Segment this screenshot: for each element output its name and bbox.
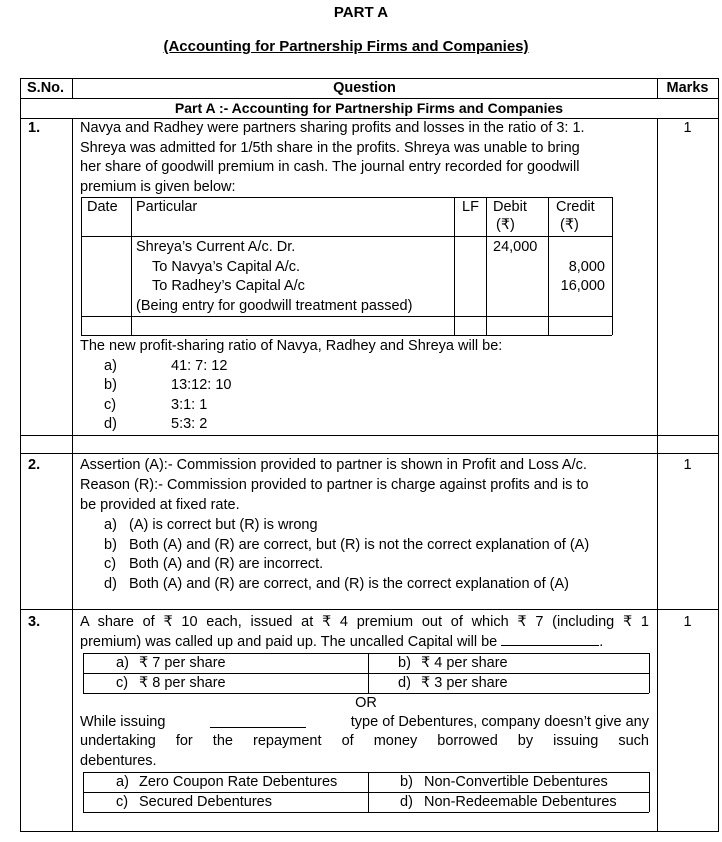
q3-option-text: ₹ 3 per share bbox=[421, 674, 508, 691]
q3-alt-line1 bbox=[80, 713, 649, 733]
q2-line: Reason (R):- Commission provided to partner is charge against profits and is to bbox=[80, 477, 589, 493]
q2-line: be provided at fixed rate. bbox=[80, 497, 240, 513]
q3-line-wrap bbox=[80, 633, 603, 653]
journal-header-particular: Particular bbox=[136, 199, 198, 215]
q2-option-text: Both (A) and (R) are correct, and (R) is the correct explanation of (A) bbox=[129, 575, 570, 592]
q2-option-label: b) bbox=[104, 536, 117, 553]
header-sno: S.No. bbox=[27, 80, 65, 96]
journal-credit-value: 16,000 bbox=[560, 278, 605, 294]
q1-line: Shreya was admitted for 1/5th share in the profits. Shreya was unable to bring bbox=[80, 139, 580, 156]
q1-line: Navya and Radhey were partners sharing profits and losses in the ratio of 3: 1. bbox=[80, 120, 585, 136]
section-title: Part A :- Accounting for Partnership Firms and Companies bbox=[174, 100, 564, 116]
q2-option-label: d) bbox=[104, 575, 117, 592]
journal-entry: (Being entry for goodwill treatment passed) bbox=[136, 297, 413, 314]
q2-option-label: c) bbox=[104, 556, 117, 572]
journal-entry: Shreya’s Current A/c. Dr. bbox=[136, 239, 296, 255]
q3-line2: premium) was called up and paid up. The uncalled Capital will be bbox=[80, 633, 498, 650]
q3-alt-option-label: a) bbox=[116, 773, 129, 790]
journal-header-credit-unit: (₹) bbox=[560, 217, 579, 233]
q1-option-text: 41: 7: 12 bbox=[171, 357, 228, 374]
q3-option-text: ₹ 4 per share bbox=[421, 654, 508, 671]
q2-number: 2. bbox=[28, 457, 41, 473]
q3-or: OR bbox=[355, 694, 377, 711]
q2-marks: 1 bbox=[683, 457, 692, 473]
journal-header-debit-unit: (₹) bbox=[496, 217, 515, 233]
q1-option-text: 13:12: 10 bbox=[171, 377, 232, 393]
journal-header-lf: LF bbox=[462, 199, 479, 215]
q3-alt-option-label: b) bbox=[400, 773, 413, 790]
q3-alt-option-label: d) bbox=[400, 793, 413, 810]
journal-header-credit: Credit bbox=[556, 199, 595, 215]
journal-header-debit: Debit bbox=[493, 199, 527, 215]
journal-credit-value: 8,000 bbox=[568, 258, 605, 275]
q3-alt-option-label: c) bbox=[116, 793, 129, 810]
q3-alt-option-text: Zero Coupon Rate Debentures bbox=[139, 773, 338, 790]
q3-option-text: ₹ 8 per share bbox=[139, 674, 226, 691]
q2-line: Assertion (A):- Commission provided to partner is shown in Profit and Loss A/c. bbox=[80, 457, 587, 473]
q3-alt-option-text: Non-Convertible Debentures bbox=[424, 773, 608, 790]
q1-marks: 1 bbox=[683, 120, 692, 136]
q3-option-text: ₹ 7 per share bbox=[139, 654, 226, 671]
q3-alt-line1-b: type of Debentures, company doesn’t give any bbox=[350, 713, 649, 730]
header-question: Question bbox=[333, 80, 396, 96]
q1-line: premium is given below: bbox=[80, 178, 236, 195]
q2-option-text: Both (A) and (R) are incorrect. bbox=[129, 556, 324, 572]
q3-line2-end: . bbox=[599, 633, 604, 650]
q2-option-text: (A) is correct but (R) is wrong bbox=[129, 517, 318, 533]
q3-number: 3. bbox=[28, 614, 41, 630]
q3-option-label: a) bbox=[116, 654, 129, 671]
page-subtitle: (Accounting for Partnership Firms and Companies) bbox=[163, 38, 529, 55]
q3-alt-line3: debentures. bbox=[80, 752, 157, 769]
q1-option-label: d) bbox=[104, 416, 117, 432]
q3-marks: 1 bbox=[683, 614, 692, 630]
q3-alt-line2: undertaking for the repayment of money borrowed by issuing such bbox=[80, 733, 649, 749]
q1-prompt: The new profit-sharing ratio of Navya, Radhey and Shreya will be: bbox=[80, 338, 503, 354]
q3-alt-option-text: Secured Debentures bbox=[139, 793, 272, 810]
q3-alt-option-text: Non-Redeemable Debentures bbox=[424, 793, 617, 810]
q1-option-label: b) bbox=[104, 377, 117, 393]
q3-option-label: d) bbox=[398, 674, 411, 691]
q1-option-label: a) bbox=[104, 357, 117, 374]
q1-option-text: 3:1: 1 bbox=[171, 396, 208, 413]
q3-alt-blank bbox=[210, 713, 306, 728]
page-title: PART A bbox=[333, 4, 389, 21]
q3-option-label: b) bbox=[398, 654, 411, 671]
journal-debit-value: 24,000 bbox=[493, 239, 538, 255]
q3-alt-line1-a: While issuing bbox=[80, 713, 166, 730]
journal-entry: To Navya’s Capital A/c. bbox=[152, 258, 301, 275]
q1-option-label: c) bbox=[104, 396, 117, 413]
q1-option-text: 5:3: 2 bbox=[171, 416, 208, 432]
q3-line: A share of ₹ 10 each, issued at ₹ 4 premium out of which ₹ 7 (including ₹ 1 bbox=[80, 614, 649, 630]
journal-entry: To Radhey’s Capital A/c bbox=[152, 278, 305, 294]
journal-header-date: Date bbox=[87, 199, 118, 215]
q3-option-label: c) bbox=[116, 674, 129, 691]
q2-option-label: a) bbox=[104, 517, 117, 533]
header-marks: Marks bbox=[666, 80, 709, 96]
q2-option-text: Both (A) and (R) are correct, but (R) is not the correct explanation of (A) bbox=[129, 536, 590, 553]
q1-number: 1. bbox=[28, 120, 41, 136]
q1-line: her share of goodwill premium in cash. The journal entry recorded for goodwill bbox=[80, 159, 580, 175]
q3-blank bbox=[501, 645, 599, 646]
